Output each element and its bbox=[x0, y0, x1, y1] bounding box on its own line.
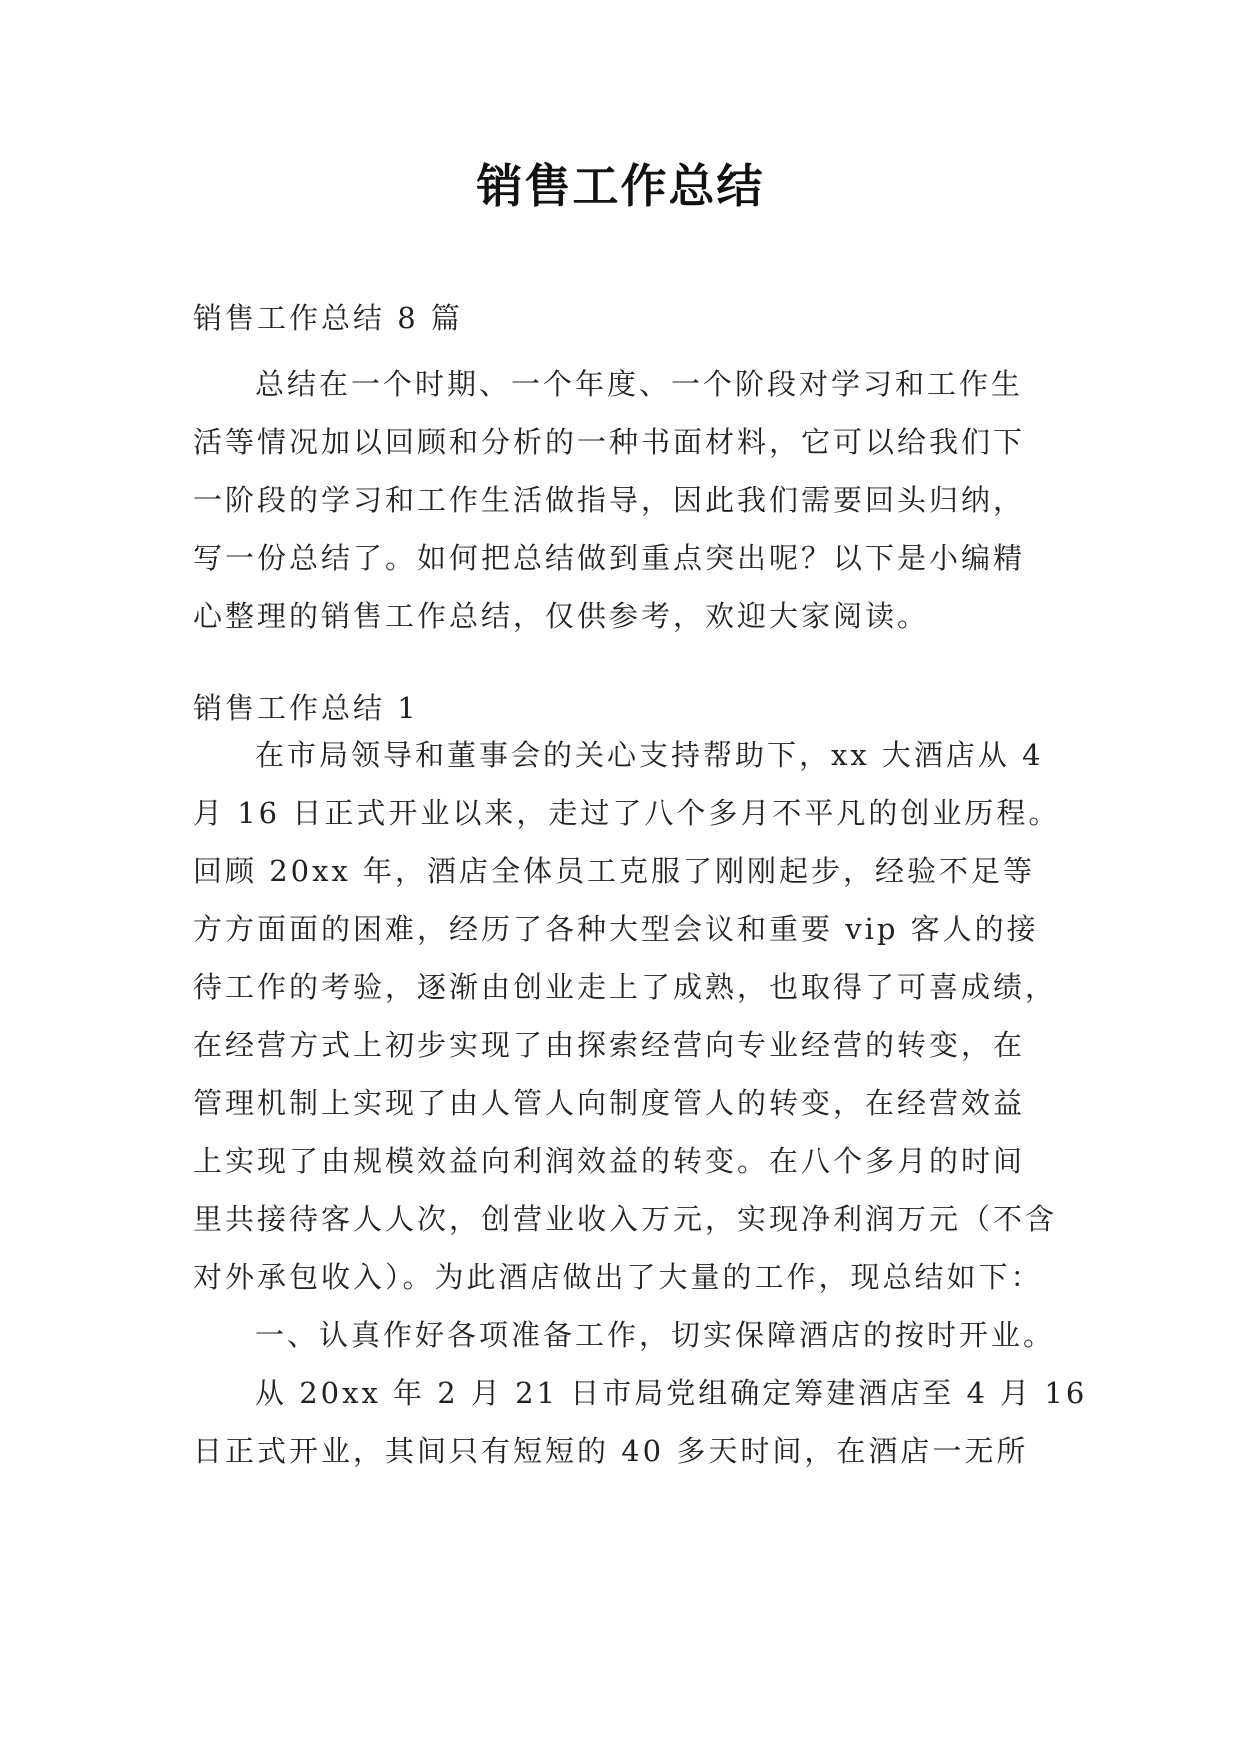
body-line: 回顾 20xx 年，酒店全体员工克服了刚刚起步，经验不足等 bbox=[193, 854, 1036, 888]
document-title: 销售工作总结 bbox=[476, 159, 765, 213]
body-line: 待工作的考验，逐渐由创业走上了成熟，也取得了可喜成绩， bbox=[193, 970, 1058, 1004]
body-line: 方方面面的困难，经历了各种大型会议和重要 vip 客人的接 bbox=[193, 912, 1039, 946]
body-line: 对外承包收入）。为此酒店做出了大量的工作，现总结如下： bbox=[193, 1260, 1043, 1294]
body-line: 日正式开业，其间只有短短的 40 多天时间，在酒店一无所 bbox=[193, 1434, 1029, 1468]
document-subtitle: 销售工作总结 8 篇 bbox=[193, 301, 463, 335]
intro-line: 活等情况加以回顾和分析的一种书面材料，它可以给我们下 bbox=[193, 425, 1026, 459]
section-heading: 销售工作总结 1 bbox=[193, 691, 419, 725]
body-line: 上实现了由规模效益向利润效益的转变。在八个多月的时间 bbox=[193, 1144, 1026, 1178]
body-line: 管理机制上实现了由人管人向制度管人的转变，在经营效益 bbox=[193, 1086, 1026, 1120]
section-body bbox=[193, 726, 1088, 1480]
body-line: 从 20xx 年 2 月 21 日市局党组确定筹建酒店至 4 月 16 bbox=[255, 1376, 1088, 1410]
body-line: 一、认真作好各项准备工作，切实保障酒店的按时开业。 bbox=[255, 1318, 1056, 1352]
body-line: 里共接待客人人次，创营业收入万元，实现净利润万元（不含 bbox=[193, 1202, 1058, 1236]
body-line: 在经营方式上初步实现了由探索经营向专业经营的转变，在 bbox=[193, 1028, 1026, 1062]
intro-line: 心整理的销售工作总结，仅供参考，欢迎大家阅读。 bbox=[193, 599, 930, 633]
intro-paragraph bbox=[193, 355, 1073, 645]
body-line: 在市局领导和董事会的关心支持帮助下，xx 大酒店从 4 bbox=[255, 738, 1044, 772]
intro-line: 写一份总结了。如何把总结做到重点突出呢？以下是小编精 bbox=[193, 541, 1026, 575]
intro-line: 一阶段的学习和工作生活做指导，因此我们需要回头归纳， bbox=[193, 483, 1026, 517]
body-line: 月 16 日正式开业以来，走过了八个多月不平凡的创业历程。 bbox=[193, 796, 1061, 830]
intro-line: 总结在一个时期、一个年度、一个阶段对学习和工作生 bbox=[255, 367, 1024, 401]
